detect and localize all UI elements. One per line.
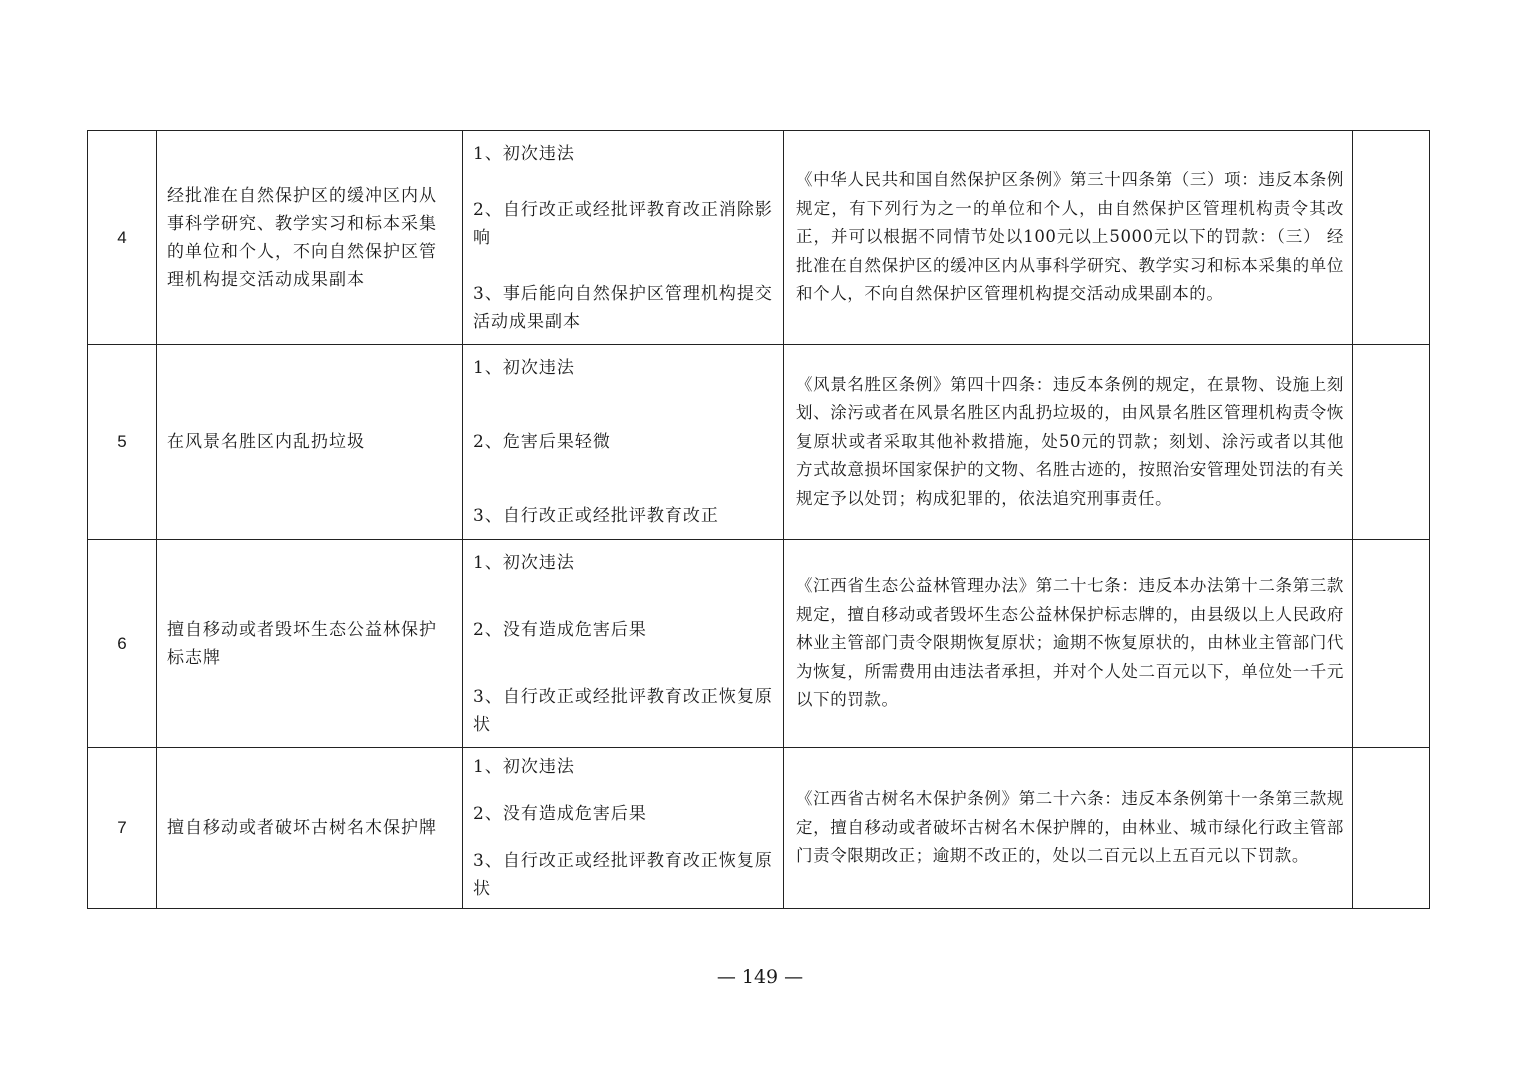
row-number: 5 — [88, 345, 157, 540]
exemption-conditions — [463, 345, 784, 540]
legal-basis: 《江西省生态公益林管理办法》第二十七条：违反本办法第十二条第三款规定，擅自移动或者毁坏生态公益林保护标志牌的，由县级以上人民政府林业主管部门责令限期恢复原状；逾期不恢复原状的，由林业主管部门代为恢复，所需费用由违法者承担，并对个人处二百元以下，单位处一千元以下的罚款。 — [784, 540, 1353, 748]
table-row — [88, 131, 1430, 345]
row-number: 7 — [88, 748, 157, 909]
condition-item: 3、自行改正或经批评教育改正 — [473, 506, 719, 526]
penalty-exemption-table — [87, 130, 1430, 909]
condition-item: 3、自行改正或经批评教育改正恢复原状 — [473, 686, 773, 735]
legal-basis: 《中华人民共和国自然保护区条例》第三十四条第（三）项：违反本条例规定，有下列行为之一的单位和个人，由自然保护区管理机构责令其改正，并可以根据不同情节处以100元以上5000元以下的罚款：（三） 经批准在自然保护区的缓冲区内从事科学研究、教学实习和标本采集的单位和个人，不向自然保护区管理机构提交活动成果副本的。 — [784, 131, 1353, 345]
remarks-cell — [1353, 748, 1430, 909]
remarks-cell — [1353, 540, 1430, 748]
exemption-conditions — [463, 748, 784, 909]
violation-description: 经批准在自然保护区的缓冲区内从事科学研究、教学实习和标本采集的单位和个人，不向自然保护区管理机构提交活动成果副本 — [157, 131, 463, 345]
legal-basis: 《风景名胜区条例》第四十四条：违反本条例的规定，在景物、设施上刻划、涂污或者在风景名胜区内乱扔垃圾的，由风景名胜区管理机构责令恢复原状或者采取其他补救措施，处50元的罚款；刻划、涂污或者以其他方式故意损坏国家保护的文物、名胜古迹的，按照治安管理处罚法的有关规定予以处罚；构成犯罪的，依法追究刑事责任。 — [784, 345, 1353, 540]
condition-item: 1、初次违法 — [473, 552, 575, 573]
table-row — [88, 748, 1430, 909]
condition-item: 2、没有造成危害后果 — [473, 804, 647, 824]
condition-item: 3、自行改正或经批评教育改正恢复原状 — [473, 851, 773, 899]
condition-item: 1、初次违法 — [473, 358, 575, 378]
table-row — [88, 540, 1430, 748]
condition-item: 2、危害后果轻微 — [473, 432, 611, 452]
row-number: 4 — [88, 131, 157, 345]
table-row — [88, 345, 1430, 540]
condition-item: 3、事后能向自然保护区管理机构提交活动成果副本 — [473, 283, 773, 332]
condition-item: 1、初次违法 — [473, 143, 575, 164]
page-number: — 149 — — [716, 966, 804, 988]
condition-item: 1、初次违法 — [473, 757, 575, 777]
condition-item: 2、自行改正或经批评教育改正消除影响 — [473, 199, 773, 248]
violation-description: 擅自移动或者毁坏生态公益林保护标志牌 — [157, 540, 463, 748]
exemption-conditions — [463, 540, 784, 748]
exemption-conditions — [463, 131, 784, 345]
remarks-cell — [1353, 345, 1430, 540]
violation-description: 擅自移动或者破坏古树名木保护牌 — [157, 748, 463, 909]
row-number: 6 — [88, 540, 157, 748]
legal-basis: 《江西省古树名木保护条例》第二十六条：违反本条例第十一条第三款规定，擅自移动或者破坏古树名木保护牌的，由林业、城市绿化行政主管部门责令限期改正；逾期不改正的，处以二百元以上五百元以下罚款。 — [784, 748, 1353, 909]
condition-item: 2、没有造成危害后果 — [473, 619, 647, 640]
remarks-cell — [1353, 131, 1430, 345]
violation-description: 在风景名胜区内乱扔垃圾 — [157, 345, 463, 540]
